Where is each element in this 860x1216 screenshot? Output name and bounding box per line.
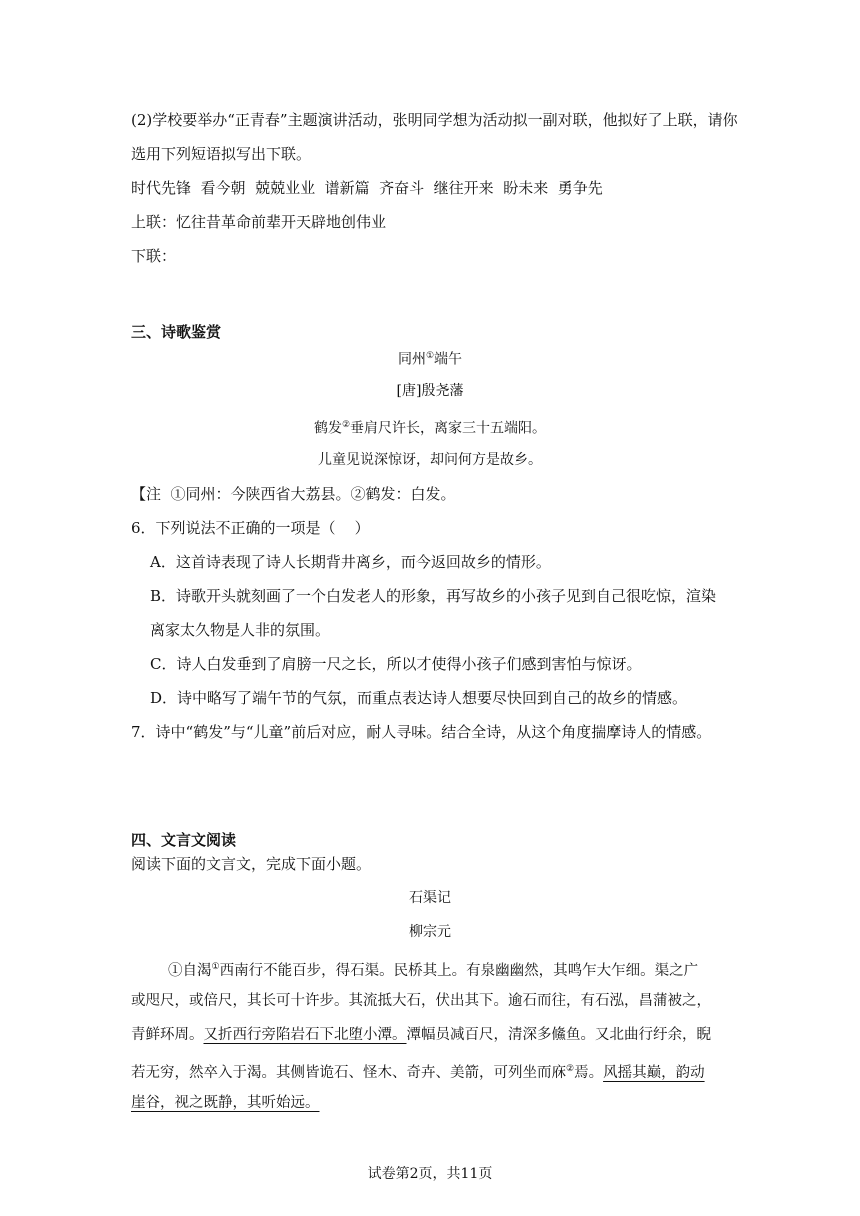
q6-option-c: C．诗人白发垂到了肩膀一尺之长，所以才使得小孩子们感到害怕与惊讶。 xyxy=(150,655,642,673)
prose-line-1-part-2: 西南行不能百步，得石渠。民桥其上。有泉幽幽然，其鸣乍大乍细。渠之广 xyxy=(219,962,699,979)
q2-line-2: 选用下列短语拟写出下联。 xyxy=(131,145,312,163)
poem-note: 【注 ①同州：今陕西省大荔县。②鹤发：白发。 xyxy=(131,485,456,503)
page-footer: 试卷第2页，共11页 xyxy=(367,1166,493,1182)
prose-line-4 xyxy=(131,1059,705,1083)
prose-line-4-part-1: 若无穷，然卒入于渴。其侧皆诡石、怪木、奇卉、美箭，可列坐而庥 xyxy=(131,1064,566,1081)
q2-line-1: (2)学校要举办“正青春”主题演讲活动，张明同学想为活动拟一副对联，他拟好了上联，请你 xyxy=(131,111,738,129)
q6-option-b-line-2: 离家太久物是人非的氛围。 xyxy=(150,621,331,639)
q2-upper-couplet: 上联：忆往昔革命前辈开天辟地创伟业 xyxy=(131,213,387,231)
poem-verse-footnote-mark: ② xyxy=(341,420,351,430)
prose-footnote-mark-2: ② xyxy=(566,1064,575,1074)
poem-verse-1-part-2: 垂肩尺许长，离家三十五端阳。 xyxy=(350,420,547,437)
poem-author: [唐]殷尧藩 xyxy=(396,383,464,399)
poem-verse-2: 儿童见说深惊讶，却问何方是故乡。 xyxy=(318,452,542,468)
prose-line-3-part-2: 潭幅员减百尺，清深多鯈鱼。又北曲行纡余，睨 xyxy=(406,1027,711,1043)
q6-option-d: D．诗中略写了端午节的气氛，而重点表达诗人想要尽快回到自己的故乡的情感。 xyxy=(150,689,688,707)
underlined-sentence-1: 又折西行旁陷岩石下北堕小潭。 xyxy=(203,1027,407,1043)
underlined-sentence-2-end: 崖谷，视之既静，其听始远。 xyxy=(131,1095,320,1111)
q2-lower-couplet: 下联： xyxy=(131,247,177,265)
prose-author: 柳宗元 xyxy=(409,924,451,940)
q6-option-a: A．这首诗表现了诗人长期背井离乡，而今返回故乡的情形。 xyxy=(150,553,551,571)
poem-verse-1-part-1: 鹤发 xyxy=(313,420,342,437)
prose-line-1-part-1: ①自渴 xyxy=(168,962,212,979)
prose-footnote-mark-1: ① xyxy=(211,962,220,972)
poem-title-footnote-mark: ① xyxy=(425,351,435,361)
q2-phrase-list: 时代先锋 看今朝 兢兢业业 谱新篇 齐奋斗 继往开来 盼未来 勇争先 xyxy=(131,179,603,197)
prose-title: 石渠记 xyxy=(409,890,451,906)
underlined-sentence-2-start: 风摇其巅，韵动 xyxy=(603,1064,705,1081)
poem-title xyxy=(0,346,860,370)
section-4-heading: 四、文言文阅读 xyxy=(131,831,237,849)
section-4-intro: 阅读下面的文言文，完成下面小题。 xyxy=(131,855,372,873)
q6-option-b-line-1: B．诗歌开头就刻画了一个白发老人的形象，再写故乡的小孩子见到自己很吃惊，渲染 xyxy=(150,587,717,605)
section-3-heading: 三、诗歌鉴赏 xyxy=(131,323,222,341)
prose-line-5 xyxy=(131,1093,320,1113)
question-7: 7．诗中“鹤发”与“儿童”前后对应，耐人寻味。结合全诗，从这个角度揣摩诗人的情感。 xyxy=(131,723,712,741)
prose-line-3 xyxy=(131,1025,711,1045)
poem-title-part-1: 同州 xyxy=(397,351,426,368)
poem-verse-1 xyxy=(0,415,860,439)
poem-title-part-2: 端午 xyxy=(434,351,463,368)
prose-line-4-part-2: 焉。 xyxy=(574,1064,604,1081)
prose-line-3-part-1: 青鲜环周。 xyxy=(131,1027,204,1043)
question-6: 6．下列说法不正确的一项是（ ） xyxy=(131,519,370,537)
prose-line-2: 或咫尺，或倍尺，其长可十许步。其流抵大石，伏出其下。逾石而往，有石泓，昌蒲被之， xyxy=(131,993,711,1009)
prose-line-1 xyxy=(168,957,698,981)
